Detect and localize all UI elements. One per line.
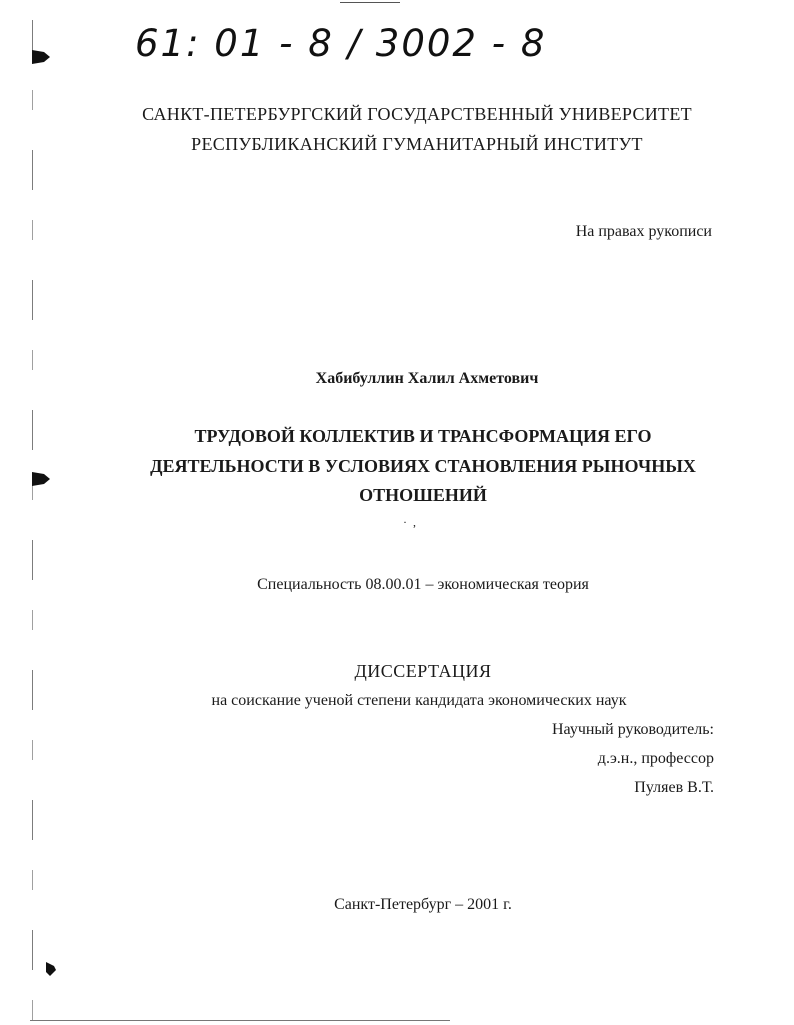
dissertation-title-line: ТРУДОВОЙ КОЛЛЕКТИВ И ТРАНСФОРМАЦИЯ ЕГО xyxy=(194,426,652,446)
scan-edge-bottom xyxy=(30,1020,450,1021)
document-type: ДИССЕРТАЦИЯ xyxy=(354,661,492,681)
binder-hole-mark xyxy=(44,960,58,978)
manuscript-rights-note: На правах рукописи xyxy=(575,223,712,240)
scan-edge-left xyxy=(32,20,33,1020)
author-name: Хабибуллин Халил Ахметович xyxy=(315,370,539,387)
dissertation-title-line: ДЕЯТЕЛЬНОСТИ В УСЛОВИЯХ СТАНОВЛЕНИЯ РЫНОЧНЫХ xyxy=(150,456,696,476)
degree-statement: на соискание ученой степени кандидата экономических наук xyxy=(211,692,627,709)
university-name: САНКТ-ПЕТЕРБУРГСКИЙ ГОСУДАРСТВЕННЫЙ УНИВЕРСИТЕТ xyxy=(142,104,692,124)
supervisor-degree: д.э.н., профессор xyxy=(597,750,714,767)
handwritten-archive-code xyxy=(135,22,547,92)
supervisor-name: Пуляев В.Т. xyxy=(634,779,714,796)
scan-speck: · , xyxy=(403,515,416,529)
city-year: Санкт-Петербург – 2001 г. xyxy=(334,896,512,913)
scan-edge-top xyxy=(340,2,400,3)
binder-hole-mark xyxy=(30,48,52,66)
institute-name: РЕСПУБЛИКАНСКИЙ ГУМАНИТАРНЫЙ ИНСТИТУТ xyxy=(191,134,643,154)
dissertation-title-line: ОТНОШЕНИЙ xyxy=(359,485,487,505)
supervisor-label: Научный руководитель: xyxy=(551,721,714,738)
handwritten-code-text: 61: 01 - 8 / 3002 - 8 xyxy=(135,22,547,65)
specialty: Специальность 08.00.01 – экономическая теория xyxy=(257,576,589,593)
